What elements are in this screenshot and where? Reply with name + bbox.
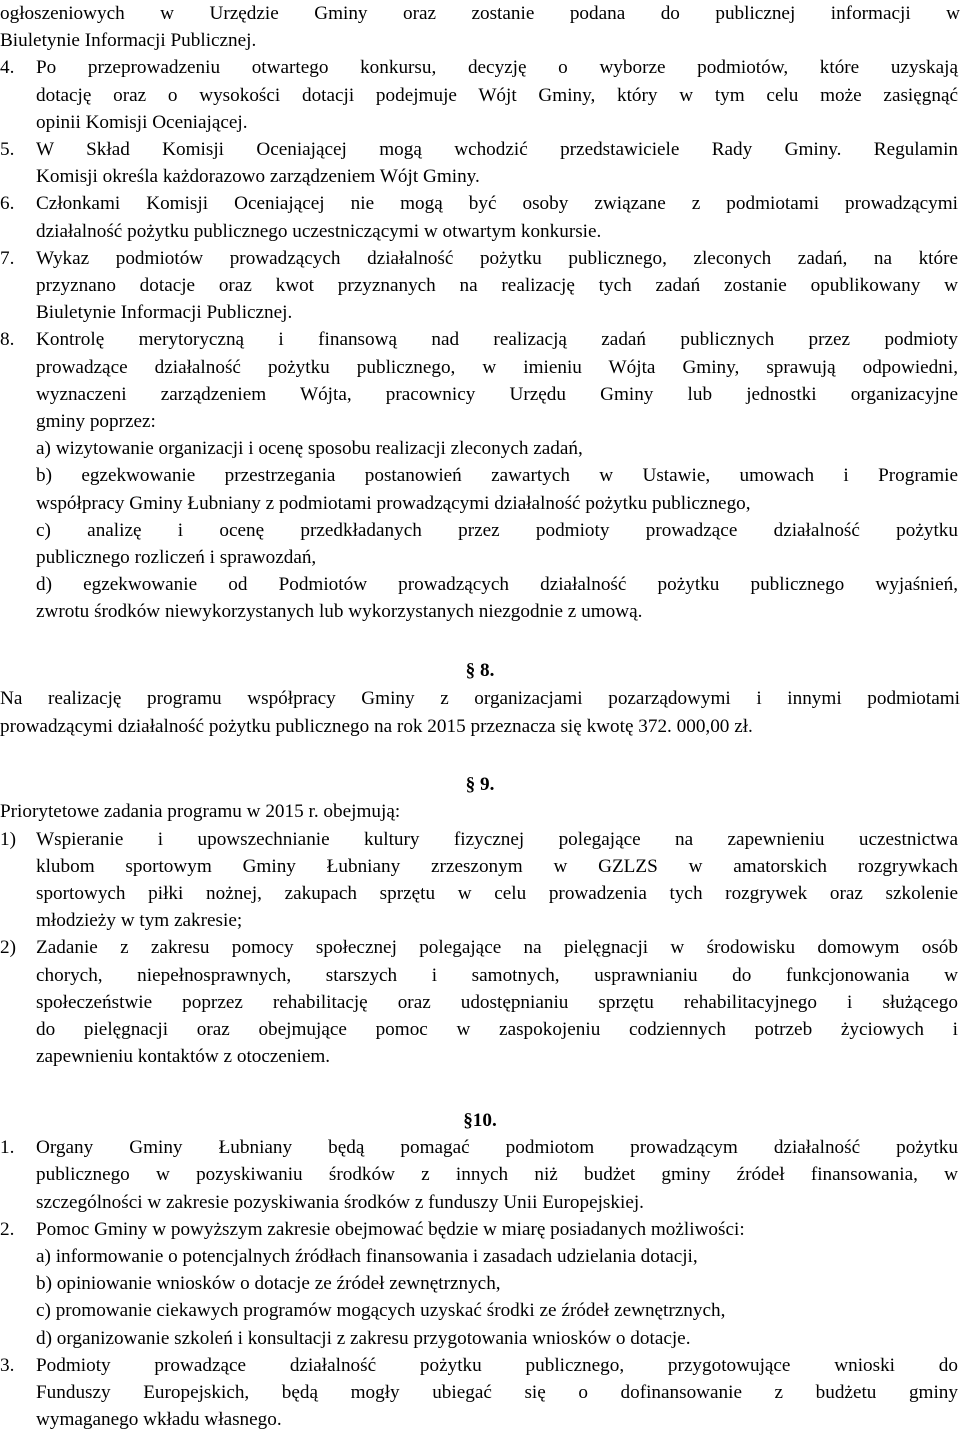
list-item-line	[36, 109, 958, 136]
line-text: a) informowanie o potencjalnych źródłach finansowania i zasadach udzielania dotacji,	[36, 1246, 698, 1268]
text-line	[0, 713, 960, 740]
list-item-line	[36, 1406, 958, 1433]
list-item-line	[36, 1043, 958, 1070]
line-text: wymaganego wkładu własnego.	[36, 1409, 282, 1431]
line-text: zwrotu środków niewykorzystanych lub wykorzystanych niezgodnie z umową.	[36, 601, 643, 623]
list-item-line	[36, 82, 958, 109]
line-text: dotację oraz o wysokości dotacji podejmuje Wójt Gminy, który w tym celu może zasięgnąć	[36, 84, 958, 106]
item-number: 7.	[0, 247, 15, 269]
line-text: Funduszy Europejskich, będą mogły ubiegać się o dofinansowanie z budżetu gminy	[36, 1382, 958, 1404]
line-text: przyznano dotacje oraz kwot przyznanych na realizację tych zadań zostanie opublikowany w	[36, 275, 958, 296]
sub-item	[36, 571, 958, 598]
line-text: c) analizę i ocenę przedkładanych przez podmioty prowadzące działalność pożytku	[36, 519, 958, 541]
sub-item-line	[36, 598, 958, 625]
list-item	[0, 934, 960, 961]
sub-item	[36, 517, 958, 544]
line-text: d) organizowanie szkoleń i konsultacji z zakresu przygotowania wniosków o dotacje.	[36, 1327, 691, 1349]
sub-item	[36, 1270, 958, 1297]
sub-item	[36, 1243, 958, 1270]
line-text: klubom sportowym Gminy Łubniany zrzeszonym w GZLZS w amatorskich rozgrywkach	[36, 855, 958, 877]
line-text: młodzieży w tym zakresie;	[36, 910, 243, 932]
item-number: 5.	[0, 139, 15, 160]
list-item-line	[36, 989, 958, 1016]
list-item	[0, 326, 960, 353]
list-item-line	[36, 381, 958, 408]
section-heading	[400, 771, 560, 798]
item-number: 1.	[0, 1137, 15, 1159]
list-item-line	[36, 962, 958, 989]
line-text: do pielęgnacji oraz obejmujące pomoc w zaspokojeniu codziennych potrzeb życiowych i	[36, 1018, 958, 1040]
line-text: §10.	[463, 1110, 497, 1132]
line-text: c) promowanie ciekawych programów mogących uzyskać środki ze źródeł zewnętrznych,	[36, 1300, 726, 1322]
line-text: zapewnieniu kontaktów z otoczeniem.	[36, 1046, 331, 1068]
line-text: prowadzące działalność pożytku publicznego, w imieniu Wójta Gminy, sprawują odpowiedni,	[36, 356, 958, 378]
text-line	[0, 798, 960, 825]
list-item	[0, 1134, 960, 1161]
list-item-line	[36, 299, 958, 326]
text-line	[0, 685, 960, 712]
line-text: Organy Gminy Łubniany będą pomagać podmiotom prowadzącym działalność pożytku	[36, 1137, 958, 1159]
list-item-line	[36, 853, 958, 880]
section-heading	[400, 657, 560, 684]
list-item	[0, 190, 960, 217]
list-item-line	[36, 907, 958, 934]
list-item-line	[36, 1016, 958, 1043]
line-text: Biuletynie Informacji Publicznej.	[36, 302, 293, 324]
line-text: gminy poprzez:	[36, 411, 156, 432]
list-item-line	[36, 1189, 958, 1216]
item-number: 8.	[0, 329, 15, 351]
line-text: b) egzekwowanie przestrzegania postanowień zawartych w Ustawie, umowach i Programie	[36, 465, 958, 487]
line-text: Kontrolę merytoryczną i finansową nad realizacją zadań publicznych przez podmioty	[36, 329, 958, 351]
list-item	[0, 1352, 960, 1379]
line-text: współpracy Gminy Łubniany z podmiotami prowadzącymi działalność pożytku publicznego,	[36, 492, 751, 514]
list-item-line	[36, 880, 958, 907]
text-line	[0, 27, 960, 54]
list-item-line	[36, 272, 958, 299]
line-text: Członkami Komisji Oceniającej nie mogą być osoby związane z podmiotami prowadzącymi	[36, 193, 958, 215]
item-number: 2)	[0, 937, 16, 959]
line-text: b) opiniowanie wniosków o dotacje ze źródeł zewnętrznych,	[36, 1273, 501, 1295]
list-item	[0, 1216, 960, 1243]
line-text: opinii Komisji Oceniającej.	[36, 111, 248, 133]
line-text: W Skład Komisji Oceniającej mogą wchodzić przedstawiciele Rady Gminy. Regulamin	[36, 139, 958, 160]
line-text: Wykaz podmiotów prowadzących działalność pożytku publicznego, zleconych zadań, na które	[36, 247, 958, 269]
line-text: wyznaczeni zarządzeniem Wójta, pracownicy Urzędu Gminy lub jednostki organizacyjne	[36, 383, 958, 405]
item-number: 4.	[0, 57, 15, 79]
line-text: sportowych piłki nożnej, zakupach sprzętu w celu prowadzenia tych rozgrywek oraz szkolenie	[36, 882, 958, 904]
item-number: 6.	[0, 193, 15, 215]
line-text: chorych, niepełnosprawnych, starszych i samotnych, usprawnianiu do funkcjonowania w	[36, 964, 958, 986]
list-item	[0, 826, 960, 853]
list-item-line	[36, 163, 958, 190]
line-text: Po przeprowadzeniu otwartego konkursu, decyzję o wyborze podmiotów, które uzyskają	[36, 57, 958, 79]
line-text: d) egzekwowanie od Podmiotów prowadzących działalność pożytku publicznego wyjaśnień,	[36, 574, 958, 596]
line-text: Wspieranie i upowszechnianie kultury fizycznej polegające na zapewnieniu uczestnictwa	[36, 828, 958, 850]
line-text: Biuletynie Informacji Publicznej.	[0, 30, 257, 52]
section-heading	[400, 1107, 560, 1134]
list-item	[0, 136, 960, 163]
sub-item-line	[36, 544, 958, 571]
text-line	[0, 0, 960, 27]
line-text: szczególności w zakresie pozyskiwania środków z funduszy Unii Europejskiej.	[36, 1191, 644, 1213]
list-item-line	[36, 218, 958, 245]
line-text: publicznego w pozyskiwaniu środków z innych niż budżet gminy źródeł finansowania, w	[36, 1164, 958, 1186]
line-text: Pomoc Gminy w powyższym zakresie obejmować będzie w miarę posiadanych możliwości:	[36, 1218, 745, 1240]
list-item-line	[36, 1161, 958, 1188]
line-text: działalność pożytku publicznego uczestniczącymi w otwartym konkursie.	[36, 220, 602, 242]
list-item-line	[36, 1379, 958, 1406]
item-number: 3.	[0, 1354, 15, 1376]
line-text: § 9.	[465, 774, 495, 796]
line-text: publicznego rozliczeń i sprawozdań,	[36, 547, 317, 568]
list-item	[0, 245, 960, 272]
line-text: a) wizytowanie organizacji i ocenę sposobu realizacji zleconych zadań,	[36, 438, 583, 460]
list-item-line	[36, 408, 958, 435]
line-text: ogłoszeniowych w Urzędzie Gminy oraz zostanie podana do publicznej informacji w	[0, 3, 960, 24]
list-item	[0, 54, 960, 81]
sub-item	[36, 462, 958, 489]
list-item-line	[36, 354, 958, 381]
sub-item	[36, 1297, 958, 1324]
line-text: Komisji określa każdorazowo zarządzeniem Wójt Gminy.	[36, 166, 480, 188]
line-text: Na realizację programu współpracy Gminy z organizacjami pozarządowymi i innymi podmiotami	[0, 688, 960, 710]
line-text: prowadzącymi działalność pożytku publicznego na rok 2015 przeznacza się kwotę 372. 000,00 zł.	[0, 715, 753, 737]
line-text: § 8.	[465, 659, 495, 681]
line-text: społeczeństwie poprzez rehabilitację oraz udostępnianiu sprzętu rehabilitacyjnego i służącego	[36, 991, 958, 1013]
line-text: Priorytetowe zadania programu w 2015 r. obejmują:	[0, 801, 401, 823]
sub-item-line	[36, 490, 958, 517]
item-number: 1)	[0, 828, 16, 850]
line-text: Podmioty prowadzące działalność pożytku publicznego, przygotowujące wnioski do	[36, 1354, 958, 1376]
line-text: Zadanie z zakresu pomocy społecznej polegające na pielęgnacji w środowisku domowym osób	[36, 937, 958, 959]
sub-item	[36, 1325, 958, 1352]
sub-item	[36, 435, 958, 462]
item-number: 2.	[0, 1218, 15, 1240]
